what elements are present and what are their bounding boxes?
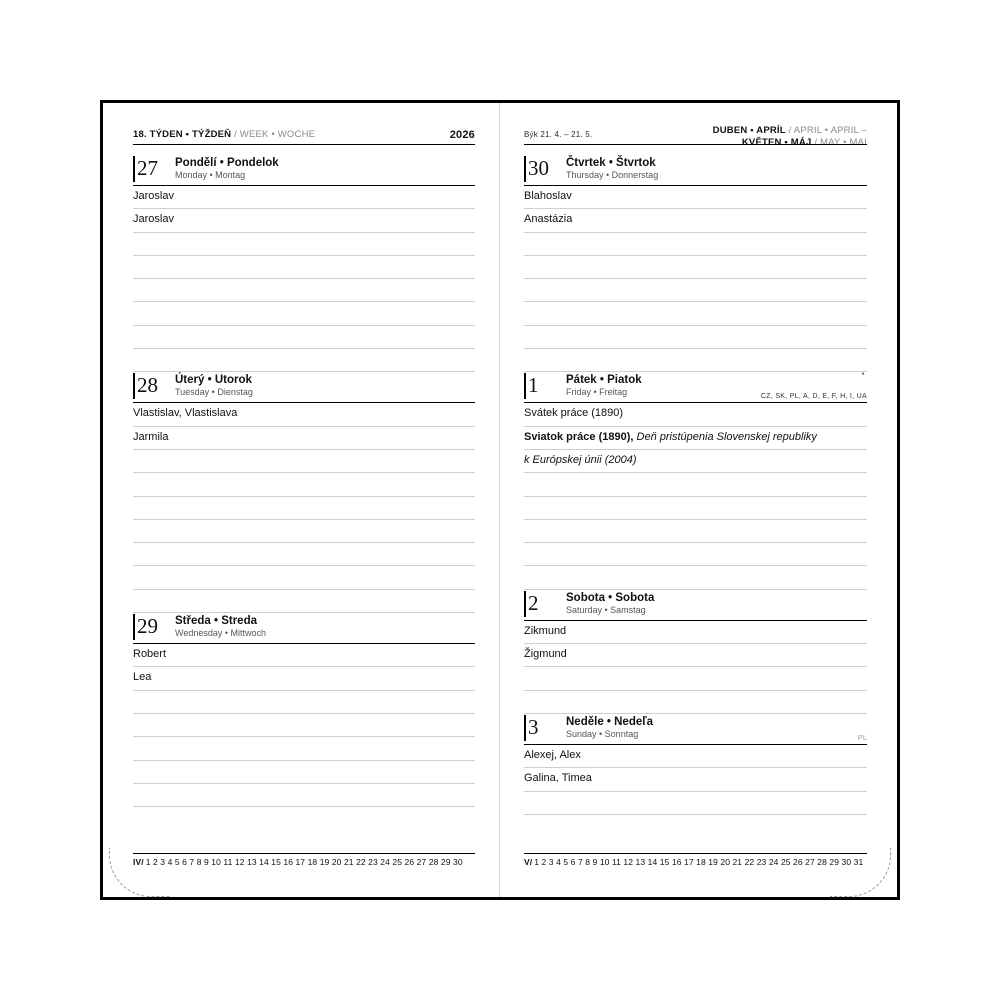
month-label: [713, 125, 867, 149]
day-block-1: [524, 369, 867, 589]
blank-line[interactable]: [524, 520, 867, 543]
footer-days: 1 2 3 4 5 6 7 8 9 10 11 12 13 14 15 16 17 18 19 20 21 22 23 24 25 26 27 28 29 30: [145, 857, 463, 867]
blank-line[interactable]: [524, 233, 867, 256]
holiday-entry-italic: Deň pristúpenia Slovenskej republiky: [633, 430, 817, 443]
day-bar: [524, 591, 526, 617]
blank-line[interactable]: [133, 714, 475, 737]
day-number: 2: [528, 590, 539, 615]
blank-line[interactable]: [133, 691, 475, 714]
name-day-entry[interactable]: Jarmila: [133, 427, 475, 450]
footer-days: 1 2 3 4 5 6 7 8 9 10 11 12 13 14 15 16 17 18 19 20 21 22 23 24 25 26 27 28 29 30 31: [534, 857, 864, 867]
footer-month-roman: IV/: [133, 857, 144, 867]
blank-line[interactable]: [133, 590, 475, 613]
blank-line[interactable]: [524, 543, 867, 566]
week-label: [133, 129, 315, 140]
holiday-entry-bold: Sviatok práce (1890),: [524, 430, 634, 443]
day-name: [566, 714, 867, 729]
day-block-3: [524, 714, 867, 815]
day-lines-2: [524, 621, 867, 714]
blank-line[interactable]: [133, 761, 475, 784]
name-day-entry[interactable]: Žigmund: [524, 644, 867, 667]
holiday-entry-italic: k Európskej únii (2004): [524, 453, 637, 466]
day-number: 28: [137, 373, 158, 398]
name-day-entry[interactable]: Jaroslav: [133, 209, 475, 232]
planner-spread: [100, 100, 900, 900]
day-block-29: [133, 613, 475, 807]
blank-line[interactable]: [524, 667, 867, 690]
footer-month-roman: V/: [524, 857, 533, 867]
header-rule: [133, 144, 475, 145]
day-name: [566, 155, 867, 170]
blank-line[interactable]: [133, 473, 475, 496]
day-number: 27: [137, 156, 158, 180]
month-line2-bold: KVĚTEN • MÁJ: [741, 137, 812, 148]
day-header-3: [524, 714, 867, 745]
holiday-country-flags: CZ, SK, PL, A, D, E, F, H, I, UA: [760, 393, 867, 401]
day-header-29: [133, 613, 475, 644]
name-day-entry[interactable]: Lea: [133, 667, 475, 690]
day-name-secondary: Tuesday • Dienstag: [175, 387, 253, 398]
day-lines-28: [133, 403, 475, 613]
left-footer-month-strip: [133, 853, 475, 867]
day-name-primary: Středa • Streda: [175, 615, 257, 628]
name-day-entry[interactable]: Robert: [133, 644, 475, 667]
day-name-secondary: Saturday • Samstag: [566, 604, 646, 615]
blank-line[interactable]: [524, 792, 867, 815]
blank-line[interactable]: [524, 473, 867, 496]
name-day-entry[interactable]: Alexej, Alex: [524, 745, 867, 768]
day-lines-30: [524, 186, 867, 372]
year-label: 2026: [449, 129, 475, 141]
day-header-28: [133, 372, 475, 403]
day-bar: [133, 614, 135, 640]
blank-line[interactable]: [524, 256, 867, 279]
day-block-2: [524, 590, 867, 714]
right-page-header: [524, 125, 867, 155]
day-bar: [133, 373, 135, 399]
day-header-2: [524, 590, 867, 621]
day-name: [566, 372, 867, 387]
month-line2-light: / MAY • MAI: [814, 137, 867, 148]
zodiac-label: Býk 21. 4. – 21. 5.: [524, 130, 593, 139]
holiday-entry-rich-1[interactable]: [524, 427, 867, 450]
day-name-secondary: Friday • Freitag: [566, 387, 628, 398]
day-name: [175, 613, 475, 628]
blank-line[interactable]: [133, 302, 475, 325]
blank-line[interactable]: [524, 497, 867, 520]
day-block-30: [524, 155, 867, 372]
day-name-primary: Neděle • Nedeľa: [566, 715, 654, 728]
blank-line[interactable]: [524, 279, 867, 302]
blank-line[interactable]: [133, 233, 475, 256]
blank-line[interactable]: [524, 326, 867, 349]
day-name-secondary: Thursday • Donnerstag: [566, 170, 659, 180]
day-block-27: [133, 155, 475, 372]
name-day-entry[interactable]: Zikmund: [524, 621, 867, 644]
name-day-entry[interactable]: Jaroslav: [133, 186, 475, 209]
day-bar: [133, 156, 135, 182]
blank-line[interactable]: [524, 349, 867, 372]
day-number: 3: [528, 714, 539, 739]
day-name: [566, 590, 867, 605]
day-bar: [524, 715, 526, 741]
blank-line[interactable]: [133, 497, 475, 520]
holiday-entry[interactable]: Svátek práce (1890): [524, 403, 867, 426]
day-header-1: [524, 369, 867, 403]
blank-line[interactable]: [133, 737, 475, 760]
name-day-entry[interactable]: Vlastislav, Vlastislava: [133, 403, 475, 426]
day-name-secondary: Monday • Montag: [175, 170, 246, 180]
day-number: 30: [528, 156, 549, 180]
blank-line[interactable]: [524, 566, 867, 589]
name-day-entry[interactable]: Anastázia: [524, 209, 867, 232]
day-name: [175, 372, 475, 387]
day-number: 29: [137, 614, 158, 639]
right-page: [500, 103, 897, 897]
holiday-country-flag: PL: [857, 732, 867, 742]
blank-line[interactable]: [133, 279, 475, 302]
day-name-primary: Pondělí • Pondelok: [175, 157, 279, 169]
name-day-entry[interactable]: Blahoslav: [524, 186, 867, 209]
month-line1-light: / APRIL • APRIL –: [788, 125, 867, 136]
day-name-primary: Čtvrtek • Štvrtok: [566, 157, 656, 169]
month-label-line2: [713, 137, 867, 149]
day-name: [175, 155, 475, 170]
day-name-primary: Sobota • Sobota: [566, 591, 655, 604]
holiday-entry-rich-2[interactable]: [524, 450, 867, 473]
blank-line[interactable]: [133, 520, 475, 543]
day-lines-27: [133, 186, 475, 372]
blank-line[interactable]: [133, 349, 475, 372]
day-name-secondary: Wednesday • Mittwoch: [175, 628, 267, 639]
blank-line[interactable]: [524, 691, 867, 714]
day-header-27: [133, 155, 475, 186]
week-label-bold: 18. TÝDEN • TÝŽDEŇ: [133, 129, 232, 140]
day-block-28: [133, 372, 475, 613]
day-name-secondary: Sunday • Sonntag: [566, 728, 639, 739]
blank-line[interactable]: [133, 450, 475, 473]
left-page: [103, 103, 500, 897]
day-lines-1: [524, 403, 867, 589]
day-name-primary: Pátek • Piatok: [566, 374, 642, 387]
blank-line[interactable]: [524, 302, 867, 325]
right-footer-month-strip: [524, 853, 867, 867]
spread: [103, 103, 897, 897]
moon-phase-icon: ◔: [859, 369, 865, 380]
blank-line[interactable]: [133, 256, 475, 279]
blank-line[interactable]: [133, 784, 475, 807]
name-day-entry[interactable]: Galina, Timea: [524, 768, 867, 791]
day-lines-3: [524, 745, 867, 815]
month-line1-bold: DUBEN • APRÍL: [712, 125, 786, 136]
blank-line[interactable]: [133, 566, 475, 589]
left-page-header: [133, 129, 475, 155]
day-bar: [524, 156, 526, 182]
day-number: 1: [528, 373, 539, 398]
week-label-light: / WEEK • WOCHE: [234, 129, 316, 140]
day-name-primary: Úterý • Utorok: [175, 374, 252, 387]
header-rule: [524, 144, 867, 145]
blank-line[interactable]: [133, 543, 475, 566]
day-bar: [524, 373, 526, 399]
blank-line[interactable]: [133, 326, 475, 349]
month-label-line1: [713, 125, 867, 137]
day-header-30: [524, 155, 867, 186]
day-lines-29: [133, 644, 475, 807]
